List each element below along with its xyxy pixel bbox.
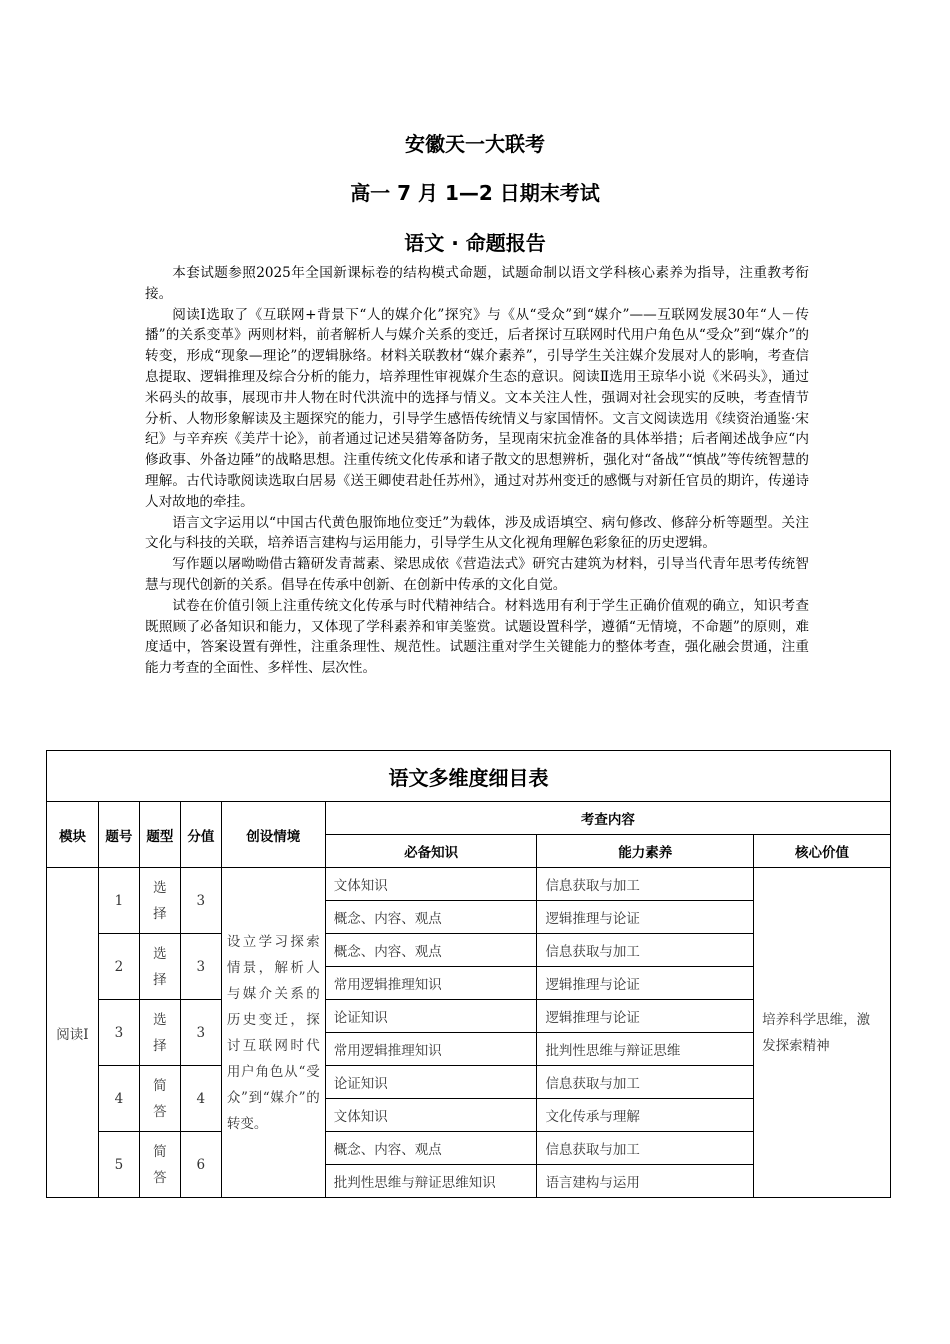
ability-cell: 信息获取与加工 <box>537 934 754 967</box>
question-type-cell: 简答 <box>139 1066 180 1132</box>
question-type-cell: 选择 <box>139 868 180 934</box>
knowledge-cell: 论证知识 <box>325 1000 537 1033</box>
ability-cell: 语言建构与运用 <box>537 1165 754 1198</box>
header-value: 核心价值 <box>754 835 891 868</box>
ability-cell: 信息获取与加工 <box>537 1066 754 1099</box>
ability-cell: 文化传承与理解 <box>537 1099 754 1132</box>
question-num-cell: 2 <box>98 934 139 1000</box>
table-row <box>47 868 891 901</box>
paragraph: 试卷在价值引领上注重传统文化传承与时代精神结合。材料选用有利于学生正确价值观的确立，知识考查既照顾了必备知识和能力，又体现了学科素养和审美鉴赏。试题设置科学，遵循“无情境，不命题”的原则，难度适中，答案设置有弹性，注重条理性、规范性。试题注重对学生关键能力的整体考查，强化融会贯通，注重能力考查的全面性、多样性、层次性。 <box>145 597 809 677</box>
score-cell: 3 <box>180 934 221 1000</box>
header-num: 题号 <box>98 802 139 868</box>
paragraph: 本套试题参照2025年全国新课标卷的结构模式命题，试题命制以语文学科核心素养为指导，注重教考衔接。 <box>145 265 809 302</box>
knowledge-cell: 论证知识 <box>325 1066 537 1099</box>
knowledge-cell: 批判性思维与辩证思维知识 <box>325 1165 537 1198</box>
score-cell: 4 <box>180 1066 221 1132</box>
exam-name-title: 高一 7 月 1—2 日期末考试 <box>350 181 600 205</box>
exam-org-title: 安徽天一大联考 <box>405 132 545 156</box>
knowledge-cell: 概念、内容、观点 <box>325 901 537 934</box>
knowledge-cell: 文体知识 <box>325 1099 537 1132</box>
knowledge-cell: 常用逻辑推理知识 <box>325 967 537 1000</box>
header-type: 题型 <box>139 802 180 868</box>
header-content: 考查内容 <box>325 802 890 835</box>
score-cell: 3 <box>180 868 221 934</box>
ability-cell: 逻辑推理与论证 <box>537 1000 754 1033</box>
core-value-cell: 培养科学思维，激发探索精神 <box>754 868 891 1198</box>
ability-cell: 逻辑推理与论证 <box>537 901 754 934</box>
question-num-cell: 3 <box>98 1000 139 1066</box>
report-title: 语文 · 命题报告 <box>404 231 546 255</box>
paragraph: 阅读Ⅰ选取了《互联网+背景下“人的媒介化”探究》与《从“受众”到“媒介”——互联网发展30年“人－传播”的关系变革》两则材料，前者解析人与媒介关系的变迁，后者探讨互联网时代用户角色从“受众”到“媒介”的转变，形成“现象—理论”的逻辑脉络。材料关联教材“媒介素养”，引导学生关注媒介发展对人的影响，考查信息提取、逻辑推理及综合分析的能力，培养理性审视媒介生态的意识。阅读Ⅱ选用王琼华小说《米码头》，通过米码头的故事，展现市井人物在时代洪流中的选择与情义。文本关注人性，强调对社会现实的反映，考查情节分析、人物形象解读及主题探究的能力，引导学生感悟传统情义与家国情怀。文言文阅读选用《续资治通鉴·宋纪》与辛弃疾《美芹十论》，前者通过记述吴猎筹备防务，呈现南宋抗金准备的具体举措；后者阐述战争应“内修政事、外备边陲”的战略思想。注重传统文化传承和诸子散文的思想辨析，强化对“备战”“慎战”等传统智慧的理解。古代诗歌阅读选取白居易《送王卿使君赴任苏州》，通过对苏州变迁的感慨与对新任官员的期许，传递诗人对故地的牵挂。 <box>145 306 809 510</box>
question-type-cell: 简答 <box>139 1132 180 1198</box>
header-score: 分值 <box>180 802 221 868</box>
question-num-cell: 4 <box>98 1066 139 1132</box>
module-cell: 阅读Ⅰ <box>47 868 99 1198</box>
knowledge-cell: 常用逻辑推理知识 <box>325 1033 537 1066</box>
ability-cell: 信息获取与加工 <box>537 1132 754 1165</box>
table-title: 语文多维度细目表 <box>47 751 891 802</box>
question-type-cell: 选择 <box>139 1000 180 1066</box>
score-cell: 6 <box>180 1132 221 1198</box>
header-knowledge: 必备知识 <box>325 835 537 868</box>
header-ability: 能力素养 <box>537 835 754 868</box>
paragraph: 语言文字运用以“中国古代黄色服饰地位变迁”为载体，涉及成语填空、病句修改、修辞分析等题型。关注文化与科技的关联，培养语言建构与运用能力，引导学生从文化视角理解色彩象征的历史逻辑。 <box>145 514 809 552</box>
question-type-cell: 选择 <box>139 934 180 1000</box>
ability-cell: 批判性思维与辩证思维 <box>537 1033 754 1066</box>
knowledge-cell: 概念、内容、观点 <box>325 1132 537 1165</box>
score-cell: 3 <box>180 1000 221 1066</box>
header-situation: 创设情境 <box>221 802 325 868</box>
paragraph: 写作题以屠呦呦借古籍研发青蒿素、梁思成依《营造法式》研究古建筑为材料，引导当代青年思考传统智慧与现代创新的关系。倡导在传承中创新、在创新中传承的文化自觉。 <box>145 556 809 593</box>
question-num-cell: 1 <box>98 868 139 934</box>
specification-table <box>46 750 891 1198</box>
question-num-cell: 5 <box>98 1132 139 1198</box>
report-body <box>145 263 809 679</box>
knowledge-cell: 概念、内容、观点 <box>325 934 537 967</box>
situation-cell: 设立学习探索情景，解析人与媒介关系的历史变迁，探讨互联网时代用户角色从“受众”到“媒介”的转变。 <box>221 868 325 1198</box>
header-module: 模块 <box>47 802 99 868</box>
ability-cell: 信息获取与加工 <box>537 868 754 901</box>
ability-cell: 逻辑推理与论证 <box>537 967 754 1000</box>
knowledge-cell: 文体知识 <box>325 868 537 901</box>
